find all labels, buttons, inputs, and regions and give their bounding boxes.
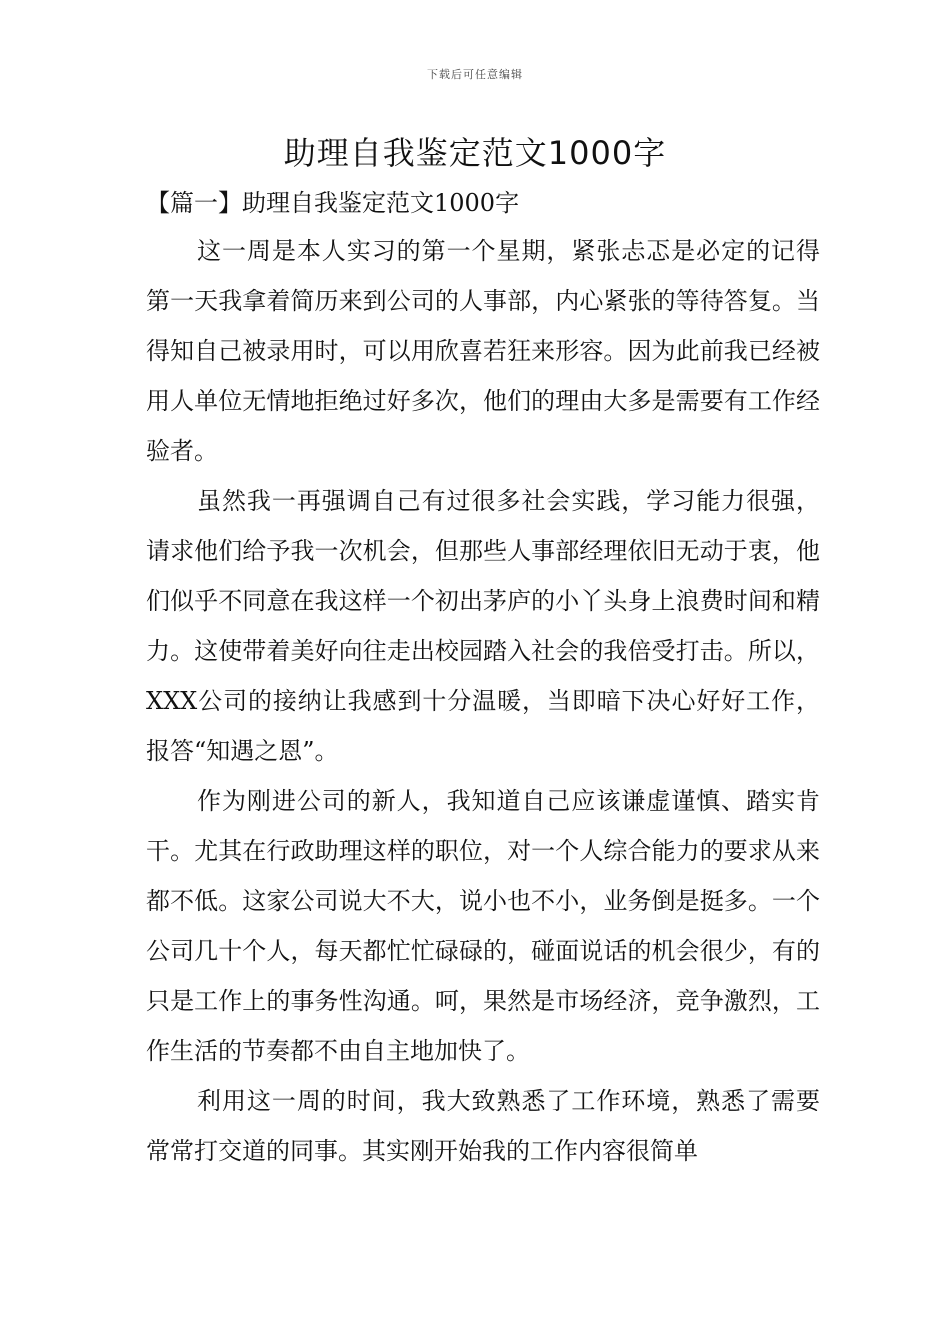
section-heading: 【篇一】助理自我鉴定范文1000字 [146,189,520,217]
document-title: 助理自我鉴定范文1000字 [283,134,667,172]
paragraph: 这一周是本人实习的第一个星期，紧张忐忑是必定的记得第一天我拿着简历来到公司的人事部，内心紧张的等待答复。当得知自己被录用时，可以用欣喜若狂来形容。因为此前我已经被用人单位无情地拒绝过好多次，他们的理由大多是需要有工作经验者。 [146,237,820,465]
paragraph: 虽然我一再强调自己有过很多社会实践，学习能力很强，请求他们给予我一次机会，但那些人事部经理依旧无动于衷，他们似乎不同意在我这样一个初出茅庐的小丫头身上浪费时间和精力。这使带着美好向往走出校园踏入社会的我倍受打击。所以，XXX公司的接纳让我感到十分温暖，当即暗下决心好好工作，报答“知遇之恩”。 [146,487,820,765]
paragraph: 利用这一周的时间，我大致熟悉了工作环境，熟悉了需要常常打交道的同事。其实刚开始我的工作内容很简单 [146,1087,820,1165]
paragraph: 作为刚进公司的新人，我知道自己应该谦虚谨慎、踏实肯干。尤其在行政助理这样的职位，对一个人综合能力的要求从来都不低。这家公司说大不大，说小也不小，业务倒是挺多。一个公司几十个人，每天都忙忙碌碌的，碰面说话的机会很少，有的只是工作上的事务性沟通。呵，果然是市场经济，竞争激烈，工作生活的节奏都不由自主地加快了。 [146,787,820,1065]
header-note: 下载后可任意编辑 [427,68,523,81]
body-text [146,226,820,1176]
